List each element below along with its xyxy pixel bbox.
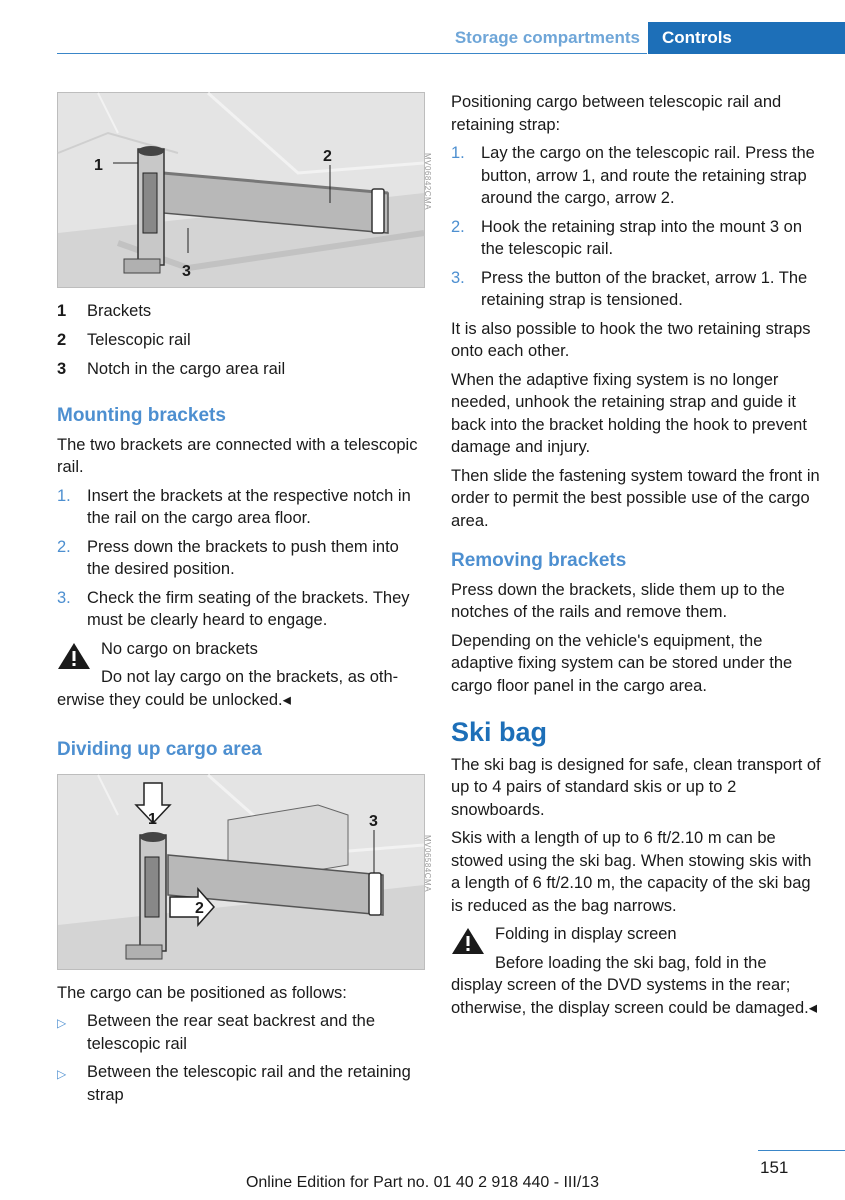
mounting-intro: The two brackets are connected with a telescopic rail. bbox=[57, 435, 418, 476]
figure-code: MV06584CMA bbox=[423, 834, 432, 892]
heading-ski-bag: Ski bag bbox=[451, 717, 548, 747]
left-column bbox=[57, 92, 432, 1112]
paragraph: Then slide the fastening system toward the front in order to permit the best possible use of the cargo area. bbox=[451, 466, 820, 530]
edition-footer: Online Edition for Part no. 01 40 2 918 440 - III/13 bbox=[245, 1174, 600, 1191]
step-item: 1. Lay the cargo on the telescopic rail. Press the button, arrow 1, and route the retaining strap around the cargo, arrow 2. bbox=[451, 144, 815, 207]
heading-removing-brackets: Removing brackets bbox=[451, 550, 627, 571]
bullet-item: ▷ Between the telescopic rail and the retaining strap bbox=[57, 1063, 411, 1104]
legend-item: 2 Telescopic rail bbox=[57, 331, 191, 349]
warning-block bbox=[57, 638, 425, 712]
page-number: 151 bbox=[760, 1158, 789, 1177]
callout-3: 3 bbox=[182, 263, 191, 280]
warning-text: Do not lay cargo on the brackets, as otherwise they could be unlocked.◂ bbox=[57, 668, 399, 709]
callout-1: 1 bbox=[148, 810, 157, 828]
legend-item: 1 Brackets bbox=[57, 302, 152, 320]
callout-2: 2 bbox=[195, 899, 204, 917]
paragraph: Skis with a length of up to 6 ft/2.10 m can be stowed using the ski bag. When stowing skis with a length of 6 ft/2.10 m, the capacity of the ski bag is reduced as the bag narrows. bbox=[451, 829, 812, 915]
bracket-illustration bbox=[58, 93, 424, 287]
step-item: 3. Check the firm seating of the brackets. They must be clearly heard to engage. bbox=[57, 588, 410, 629]
step-item: 3. Press the button of the bracket, arrow 1. The retaining strap is tensioned. bbox=[451, 268, 808, 309]
warning-title: Folding in display screen bbox=[495, 925, 677, 943]
footer-rule bbox=[758, 1150, 845, 1151]
warning-block bbox=[451, 923, 821, 1019]
warning-icon bbox=[451, 926, 485, 956]
right-column bbox=[451, 91, 821, 1019]
paragraph: The ski bag is designed for safe, clean transport of up to 4 pairs of standard skis or up to 2 snowboards. bbox=[451, 755, 821, 819]
dividing-bullets bbox=[57, 1010, 425, 1106]
warning-icon bbox=[57, 641, 91, 671]
legend-item: 3 Notch in the cargo area rail bbox=[57, 360, 286, 378]
bracket-figure bbox=[57, 92, 432, 288]
callout-3: 3 bbox=[369, 812, 378, 830]
paragraph: Depending on the vehicle's equipment, the adaptive fixing system can be stored under the cargo floor panel in the cargo area. bbox=[451, 631, 793, 695]
bullet-item: ▷ Between the rear seat backrest and the telescopic rail bbox=[57, 1012, 376, 1053]
section-title: Storage compartments bbox=[454, 28, 640, 47]
paragraph: When the adaptive fixing system is no longer needed, unhook the retaining strap and guide it back into the bracket holding the hook to prevent damage and injury. bbox=[451, 370, 807, 456]
warning-title: No cargo on brackets bbox=[101, 639, 258, 658]
step-item: 2. Hook the retaining strap into the mount 3 on the telescopic rail. bbox=[451, 217, 803, 258]
callout-1: 1 bbox=[94, 157, 103, 174]
step-item: 2. Press down the brackets to push them into the desired position. bbox=[57, 537, 399, 578]
figure-legend bbox=[57, 300, 425, 387]
step-item: 1. Insert the brackets at the respective notch in the rail on the cargo area floor. bbox=[57, 486, 411, 527]
dividing-intro: The cargo can be positioned as follows: bbox=[57, 983, 347, 1002]
paragraph: It is also possible to hook the two retaining straps onto each other. bbox=[451, 319, 811, 360]
warning-text: Before loading the ski bag, fold in the display screen of the DVD systems in the rear; otherwise, the display screen could be damaged.◂ bbox=[451, 953, 817, 1017]
mounting-steps bbox=[57, 485, 425, 632]
chapter-tab: Controls bbox=[648, 22, 845, 54]
heading-dividing-cargo: Dividing up cargo area bbox=[57, 739, 262, 760]
callout-2: 2 bbox=[323, 148, 332, 165]
positioning-steps bbox=[451, 142, 821, 312]
dividing-illustration bbox=[58, 775, 424, 969]
dividing-figure bbox=[57, 774, 432, 970]
header-rule bbox=[57, 53, 647, 54]
heading-mounting-brackets: Mounting brackets bbox=[57, 405, 226, 426]
paragraph: Press down the brackets, slide them up to the notches of the rails and remove them. bbox=[451, 580, 785, 621]
positioning-intro: Positioning cargo between telescopic rail and retaining strap: bbox=[451, 93, 782, 134]
figure-code: MV06842CMA bbox=[423, 153, 432, 211]
